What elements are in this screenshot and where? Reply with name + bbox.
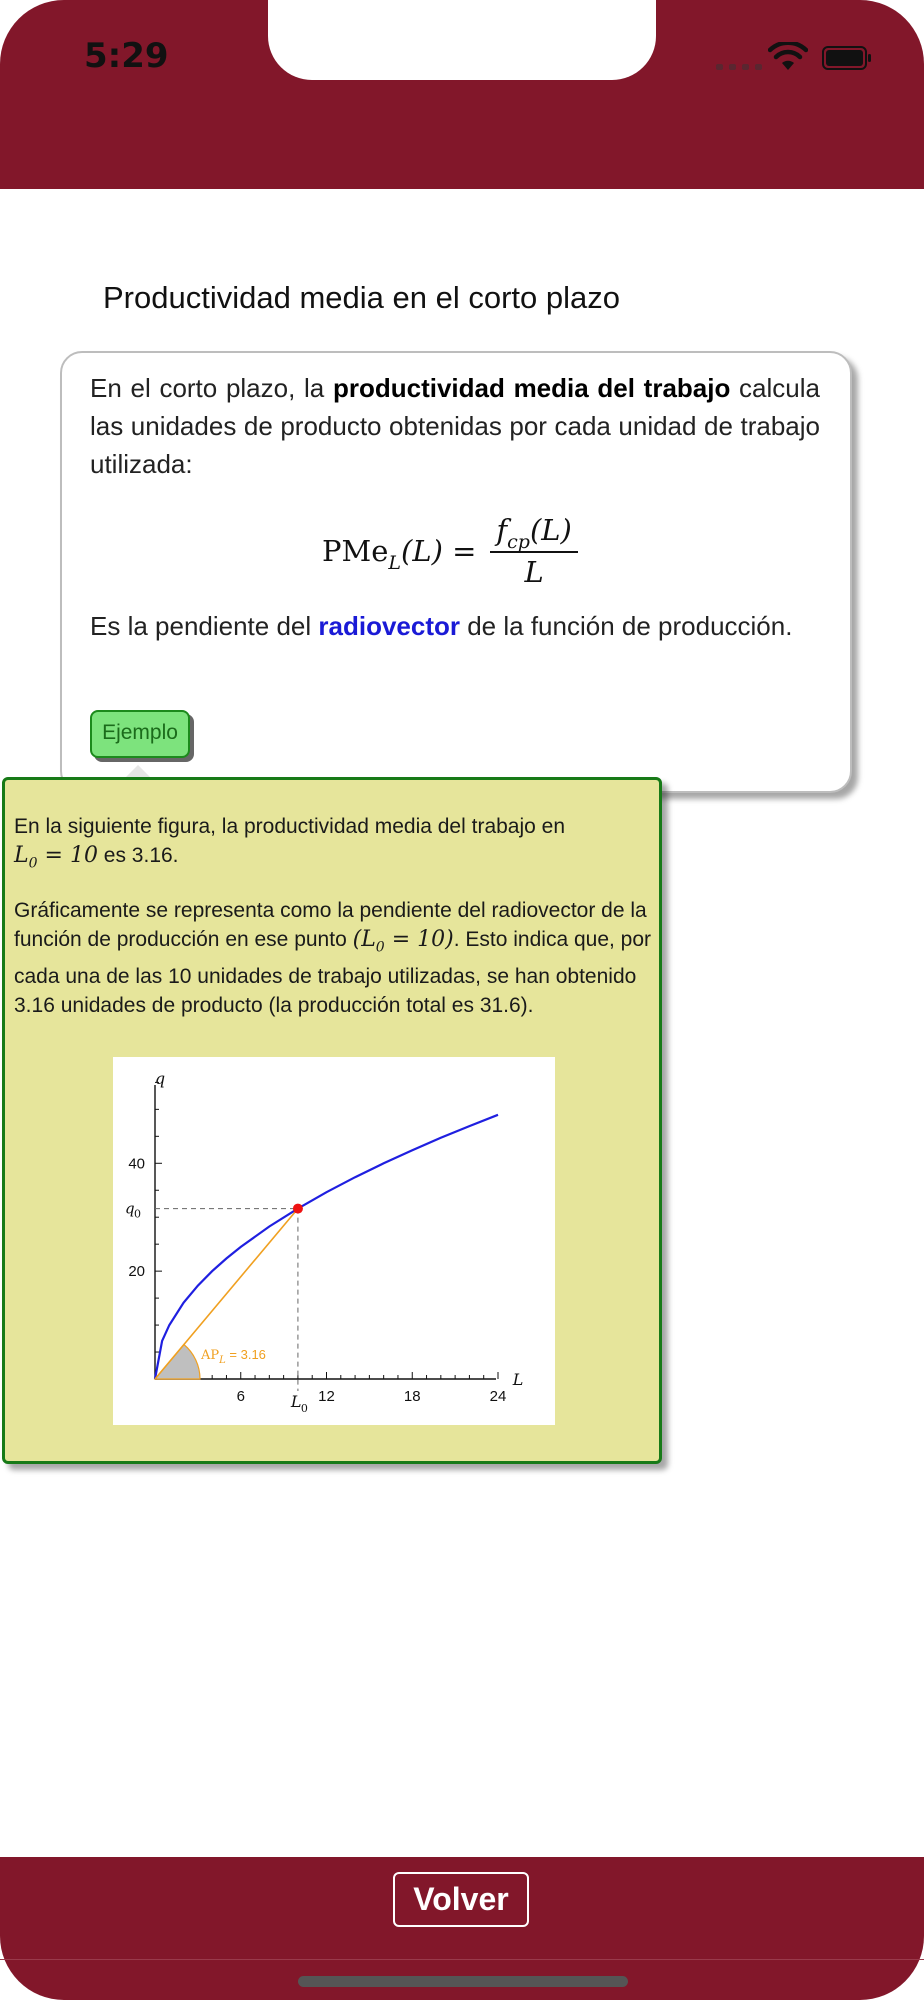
example-paragraph-2 — [14, 896, 654, 1020]
example-p1-end: es 3.16. — [97, 844, 179, 867]
slope-text — [90, 607, 820, 645]
average-product-formula — [322, 511, 578, 591]
tangent-point — [293, 1204, 303, 1214]
x-tick-label: 24 — [489, 1388, 507, 1405]
x-tick-label: 12 — [318, 1388, 335, 1405]
y-tick-label: 20 — [128, 1263, 145, 1281]
production-function-chart — [113, 1057, 555, 1425]
wifi-icon — [768, 42, 808, 72]
slope-text-end: de la función de producción. — [460, 611, 793, 641]
example-popover — [2, 777, 662, 1464]
formula-numerator: $f_{cp}(L)$ — [490, 513, 577, 553]
definition-text-end: calcula las unidades de producto obtenidas por cada unidad de trabajo utilizada: — [90, 373, 820, 479]
slope-text-start: Es la pendiente del — [90, 611, 319, 641]
example-p1-math: $L_0 = 10$ — [14, 843, 98, 872]
cellular-signal-icon — [716, 64, 762, 70]
device-notch — [268, 0, 656, 80]
production-curve — [155, 1115, 498, 1379]
radiovector-link[interactable]: radiovector — [318, 611, 460, 641]
chart-svg — [113, 1057, 555, 1425]
y-special-label: q — [125, 1199, 135, 1218]
example-p2-math: $(L_0 = 10)$ — [352, 927, 454, 956]
x-special-label-sub: 0 — [300, 1402, 308, 1415]
status-time: 5:29 — [84, 36, 169, 76]
back-button[interactable]: Volver — [393, 1872, 529, 1927]
example-button[interactable]: Ejemplo — [90, 710, 190, 758]
definition-text-start: En el corto plazo, la — [90, 373, 333, 403]
angle-wedge — [155, 1345, 200, 1379]
x-tick-label: 18 — [403, 1388, 421, 1405]
y-axis-label: q — [154, 1069, 166, 1088]
ap-annotation: $AP_L = 3.16$ — [201, 1347, 266, 1366]
x-axis-label: L — [512, 1370, 524, 1389]
example-p1-text: En la siguiente figura, la productividad media del trabajo en — [14, 815, 566, 838]
x-special-label: L — [290, 1392, 302, 1411]
x-tick-label: 6 — [236, 1388, 245, 1405]
popover-arrow — [126, 765, 150, 777]
formula-fraction — [490, 513, 577, 589]
home-indicator[interactable] — [298, 1976, 628, 1987]
definition-card — [60, 351, 852, 793]
example-p2-end: . Esto indica que, por cada una de las 10 unidades de trabajo utilizadas, se han obtenido 3.16 unidades de producto (la producción total es 31.6). — [14, 928, 652, 1018]
footer-bar — [0, 1857, 924, 2000]
battery-icon — [822, 46, 872, 70]
y-tick-label: 40 — [128, 1155, 145, 1173]
formula-denominator: L — [524, 555, 544, 589]
formula-lhs: PMe$_L$(L) = — [322, 534, 477, 574]
example-paragraph-1 — [14, 812, 654, 878]
page-title: Productividad media en el corto plazo — [103, 280, 620, 315]
definition-term: productividad media del trabajo — [332, 373, 731, 403]
example-p2-text: Gráficamente se representa como la pendiente del radiovector de la función de producción en ese punto — [14, 899, 647, 951]
definition-text — [90, 369, 820, 483]
footer-divider — [0, 1959, 924, 1960]
y-special-label-sub: 0 — [134, 1207, 141, 1221]
header-bar — [0, 0, 924, 189]
